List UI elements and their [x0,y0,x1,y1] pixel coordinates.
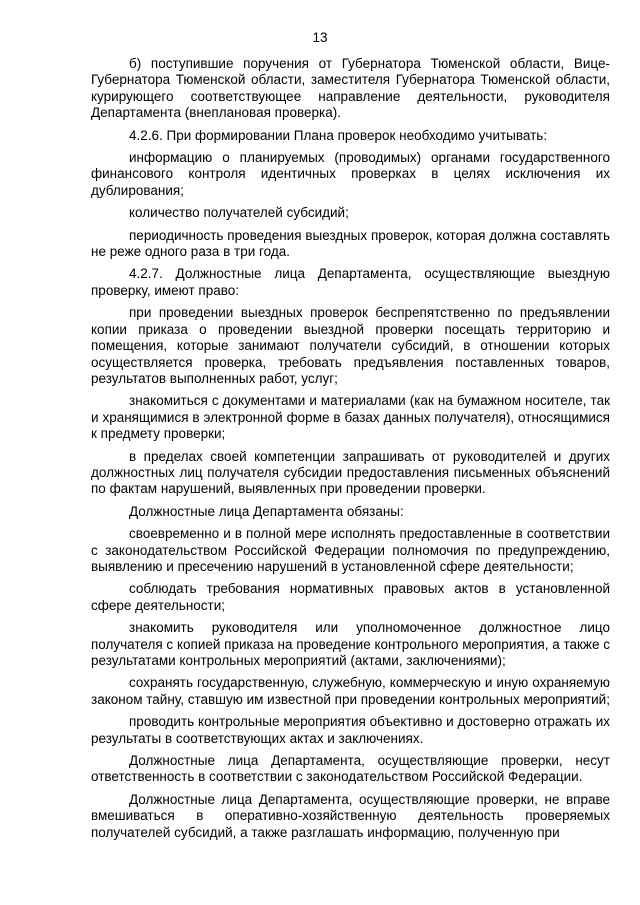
paragraph-4-2-6: 4.2.6. При формировании Плана проверок необходимо учитывать: [129,127,548,143]
paragraph-right-explanations: в пределах своей компетенции запрашивать от руководителей и других должностных лиц получателя субсидии предоставления письменных объяснений по фактам нарушений, выявленных при проведении проверки. [91,448,610,497]
paragraph-4-2-7: 4.2.7. Должностные лица Департамента, осуществляющие выездную проверку, имеют право: [91,266,610,298]
paragraph-onsite-audit-frequency: периодичность проведения выездных проверок, которая должна составлять не реже одного раза в три года. [91,227,610,260]
paragraph-responsibility: Должностные лица Департамента, осуществляющие проверки, несут ответственность в соответствии с законодательством Российской Федерации. [91,753,610,785]
paragraph-item-b-instructions: б) поступившие поручения от Губернатора Тюменской области, Вице-Губернатора Тюменской области, заместителя Губернатора Тюменской области, курирующего соответствующее направление деятельности, руководителя Департамента (внеплановая проверка). [91,56,610,121]
document-body [91,56,610,847]
paragraph-obligations-heading: Должностные лица Департамента обязаны: [129,503,404,519]
paragraph-planned-audits-info: информацию о планируемых (проводимых) органами государственного финансового контроля идентичных проверках в целях исключения их дублирования; [91,150,610,198]
page-number: 13 [312,30,328,45]
paragraph-duty-comply-acts: соблюдать требования нормативных правовых актов в установленной сфере деятельности; [91,581,610,613]
paragraph-duty-inform-recipient: знакомить руководителя или уполномоченное должностное лицо получателя с копией приказа на проведение контрольного мероприятия, а также с результатами контрольных мероприятий (актами, заключениями); [91,620,610,668]
paragraph-right-site-access: при проведении выездных проверок беспрепятственно по предъявлении копии приказа о проведении выездной проверки посещать территорию и помещения, которые занимают получатели субсидий, в отношении которых осуществляется проверка, требовать предъявления поставленных товаров, результатов выполненных работ, услуг; [91,305,610,386]
paragraph-non-interference: Должностные лица Департамента, осуществляющие проверки, не вправе вмешиваться в оперативно-хозяйственную деятельность проверяемых получателей субсидий, а также разглашать информацию, полученную при [91,791,610,840]
paragraph-subsidy-recipients-count: количество получателей субсидий; [129,205,349,221]
paragraph-duty-confidentiality: сохранять государственную, служебную, коммерческую и иную охраняемую законом тайну, ставшую им известной при проведении контрольных мероприятий; [91,675,610,707]
paragraph-right-documents: знакомиться с документами и материалами (как на бумажном носителе, так и хранящимися в электронной форме в базах данных получателя), относящимися к предмету проверки; [91,393,610,442]
paragraph-duty-objectivity: проводить контрольные мероприятия объективно и достоверно отражать их результаты в соответствующих актах и заключениях. [91,714,610,746]
paragraph-duty-exercise-powers: своевременно и в полной мере исполнять предоставленные в соответствии с законодательством Российской Федерации полномочия по предупреждению, выявлению и пресечению нарушений в установленной сфере деятельности; [91,526,610,574]
